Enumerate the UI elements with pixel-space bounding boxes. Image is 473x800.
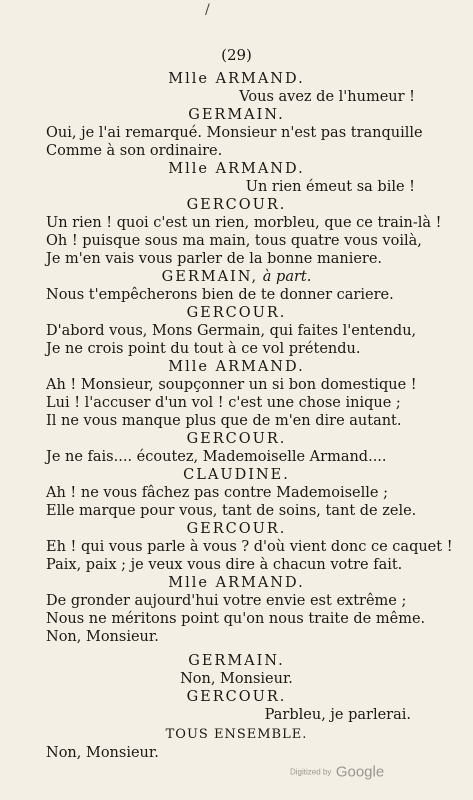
verse-line: Je m'en vais vous parler de la bonne maniere.: [46, 251, 383, 267]
speaker-name: CLAUDINE.: [183, 467, 290, 483]
speaker-name: Mlle ARMAND.: [168, 359, 305, 375]
watermark-prefix: Digitized by: [290, 767, 332, 777]
verse-line: Oui, je l'ai remarqué. Monsieur n'est pas tranquille: [46, 125, 423, 141]
verse-line: Ah ! Monsieur, soupçonner un si bon domestique !: [46, 377, 417, 393]
verse-line: Non, Monsieur.: [180, 671, 293, 687]
verse-line: D'abord vous, Mons Germain, qui faites l'entendu,: [46, 323, 417, 339]
verse-line: Je ne crois point du tout à ce vol prétendu.: [46, 341, 361, 357]
verse-line: Un rien émeut sa bile !: [245, 179, 415, 195]
digitized-watermark: [290, 763, 384, 781]
verse-line: Elle marque pour vous, tant de soins, tant de zele.: [46, 503, 417, 519]
verse-line: Ah ! ne vous fâchez pas contre Mademoiselle ;: [46, 485, 388, 501]
speaker-name: TOUS ENSEMBLE.: [165, 727, 308, 742]
verse-line: Eh ! qui vous parle à vous ? d'où vient donc ce caquet !: [46, 539, 453, 555]
verse-line: Vous avez de l'humeur !: [239, 89, 415, 105]
speaker-name: GERCOUR.: [186, 521, 287, 537]
verse-line: Non, Monsieur.: [46, 745, 159, 761]
page-number: (29): [221, 46, 252, 64]
stage-direction: à part.: [262, 269, 312, 285]
verse-line: Je ne fais.... écoutez, Mademoiselle Armand....: [46, 449, 387, 465]
speaker-name: Mlle ARMAND.: [168, 161, 305, 177]
speaker-name: GERCOUR.: [186, 197, 287, 213]
speaker-with-direction: [0, 268, 473, 286]
verse-line: De gronder aujourd'hui votre envie est extrême ;: [46, 593, 407, 609]
speaker-name: GERCOUR.: [186, 305, 287, 321]
speaker-name: GERCOUR.: [186, 689, 287, 705]
verse-line: Nous t'empêcherons bien de te donner cariere.: [46, 287, 394, 303]
verse-line: Non, Monsieur.: [46, 629, 159, 645]
google-logo: Google: [335, 763, 385, 781]
speaker-name: GERMAIN,: [161, 269, 259, 285]
verse-line: Paix, paix ; je veux vous dire à chacun votre fait.: [46, 557, 403, 573]
verse-line: Lui ! l'accuser d'un vol ! c'est une chose inique ;: [46, 395, 401, 411]
verse-line: Parbleu, je parlerai.: [264, 707, 411, 723]
speaker-name: GERMAIN.: [188, 107, 285, 123]
verse-line: Un rien ! quoi c'est un rien, morbleu, que ce train-là !: [46, 215, 442, 231]
speaker-name: GERCOUR.: [186, 431, 287, 447]
speaker-name: Mlle ARMAND.: [168, 71, 305, 87]
verse-line: Il ne vous manque plus que de m'en dire autant.: [46, 413, 402, 429]
verse-line: Oh ! puisque sous ma main, tous quatre vous voilà,: [46, 233, 422, 249]
verse-line: Nous ne méritons point qu'on nous traite de même.: [46, 611, 426, 627]
verse-line: Comme à son ordinaire.: [46, 143, 223, 159]
speaker-name: GERMAIN.: [188, 653, 285, 669]
page-mark: /: [205, 2, 210, 18]
speaker-name: Mlle ARMAND.: [168, 575, 305, 591]
